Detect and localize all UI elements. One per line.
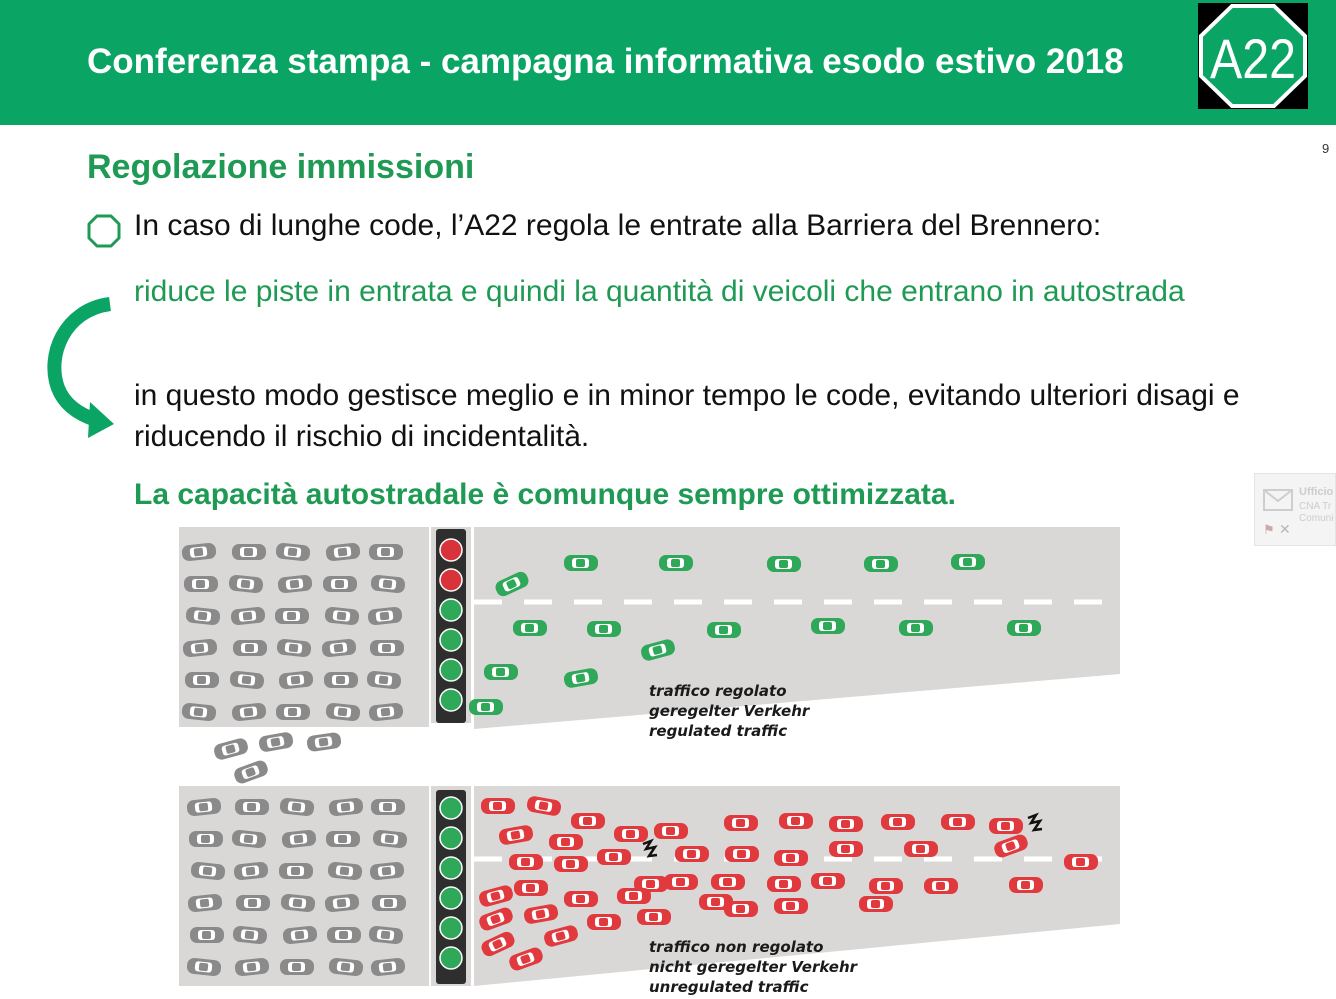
- logo-text: A22: [1210, 27, 1296, 90]
- car-icon: [724, 901, 758, 917]
- car-icon: [951, 554, 985, 570]
- car-icon: [614, 826, 648, 842]
- green-light-icon: [440, 659, 462, 681]
- green-light-icon: [440, 917, 462, 939]
- notification-title: Ufficio: [1299, 486, 1334, 498]
- car-icon: [1007, 620, 1041, 636]
- notification-line: CNA Tr: [1299, 501, 1332, 512]
- green-light-icon: [440, 887, 462, 909]
- car-icon: [232, 544, 266, 560]
- car-icon: [564, 891, 598, 907]
- regulated-caption-it: traffico regolato: [649, 682, 787, 700]
- car-icon: [829, 841, 863, 857]
- green-light-icon: [440, 629, 462, 651]
- unregulated-caption-it: traffico non regolato: [649, 938, 824, 956]
- car-icon: [597, 849, 631, 865]
- regulated-caption-de: geregelter Verkehr: [649, 702, 810, 720]
- regulated-caption-en: regulated traffic: [649, 722, 788, 740]
- notification-widget[interactable]: [1254, 473, 1336, 546]
- car-icon: [654, 823, 688, 839]
- car-icon: [864, 556, 898, 572]
- car-icon: [509, 854, 543, 870]
- car-icon: [1009, 877, 1043, 893]
- car-icon: [372, 895, 406, 911]
- car-icon: [899, 620, 933, 636]
- body-paragraph: in questo modo gestisce meglio e in minor tempo le code, evitando ulteriori disagi e riducendo il rischio di incidentalità.: [134, 379, 1240, 453]
- car-icon: [829, 816, 863, 832]
- car-icon: [664, 874, 698, 890]
- car-icon: [280, 959, 314, 975]
- header-bar: [0, 0, 1336, 125]
- traffic-regulation-diagram: [176, 524, 1124, 999]
- car-icon: [564, 555, 598, 571]
- car-icon: [659, 555, 693, 571]
- car-icon: [774, 850, 808, 866]
- section-title: Regolazione immissioni: [87, 148, 475, 186]
- car-icon: [881, 814, 915, 830]
- a22-logo: [1198, 3, 1308, 109]
- car-icon: [235, 799, 269, 815]
- car-icon: [711, 874, 745, 890]
- bullet-text: In caso di lunghe code, l’A22 regola le entrate alla Barriera del Brennero:: [134, 209, 1102, 242]
- car-icon: [554, 856, 588, 872]
- car-icon: [323, 576, 357, 592]
- car-icon: [725, 846, 759, 862]
- car-icon: [513, 620, 547, 636]
- car-icon: [327, 927, 361, 943]
- car-icon: [571, 813, 605, 829]
- car-icon: [185, 672, 219, 688]
- car-icon: [369, 544, 403, 560]
- car-icon: [767, 556, 801, 572]
- car-icon: [675, 846, 709, 862]
- car-icon: [617, 888, 651, 904]
- conclusion-text: La capacità autostradale è comunque sempre ottimizzata.: [134, 478, 956, 511]
- car-icon: [1064, 854, 1098, 870]
- green-light-icon: [440, 827, 462, 849]
- green-light-icon: [440, 599, 462, 621]
- car-icon: [811, 873, 845, 889]
- car-icon: [481, 798, 515, 814]
- car-icon: [767, 876, 801, 892]
- red-light-icon: [440, 569, 462, 591]
- green-light-icon: [440, 947, 462, 969]
- circle-bullet-icon: [85, 212, 123, 250]
- green-light-icon: [440, 797, 462, 819]
- car-icon: [324, 672, 358, 688]
- unregulated-caption-de: nicht geregelter Verkehr: [649, 958, 858, 976]
- slide-title: Conferenza stampa - campagna informativa esodo estivo 2018: [87, 42, 1124, 81]
- car-icon: [549, 834, 583, 850]
- flag-icon[interactable]: ⚑: [1263, 522, 1275, 537]
- car-icon: [774, 898, 808, 914]
- car-icon: [904, 841, 938, 857]
- car-icon: [190, 927, 224, 943]
- car-icon: [189, 831, 223, 847]
- curved-arrow-icon: [44, 296, 124, 441]
- car-icon: [370, 640, 404, 656]
- unregulated-caption-en: unregulated traffic: [649, 978, 809, 996]
- car-icon: [587, 621, 621, 637]
- car-icon: [184, 576, 218, 592]
- car-icon: [484, 664, 518, 680]
- car-icon: [279, 863, 313, 879]
- car-icon: [371, 799, 405, 815]
- close-icon[interactable]: ✕: [1279, 521, 1291, 537]
- red-light-icon: [440, 539, 462, 561]
- car-icon: [469, 699, 503, 715]
- car-icon: [236, 895, 270, 911]
- car-icon: [924, 878, 958, 894]
- car-icon: [859, 896, 893, 912]
- car-icon: [779, 813, 813, 829]
- car-icon: [637, 909, 671, 925]
- green-text-paragraph: riduce le piste in entrata e quindi la quantità di veicoli che entrano in autostrada: [134, 275, 1185, 308]
- car-icon: [326, 831, 360, 847]
- car-icon: [514, 880, 548, 896]
- car-icon: [724, 815, 758, 831]
- car-icon: [233, 640, 267, 656]
- page-number: 9: [1322, 141, 1330, 156]
- car-icon: [275, 608, 309, 624]
- envelope-icon: [1263, 486, 1293, 512]
- car-icon: [989, 818, 1023, 834]
- green-light-icon: [440, 857, 462, 879]
- car-icon: [811, 618, 845, 634]
- car-icon: [869, 878, 903, 894]
- green-light-icon: [440, 689, 462, 711]
- car-icon: [707, 622, 741, 638]
- car-icon: [587, 914, 621, 930]
- car-icon: [941, 814, 975, 830]
- notification-line: Comuni: [1299, 513, 1334, 524]
- car-icon: [276, 704, 310, 720]
